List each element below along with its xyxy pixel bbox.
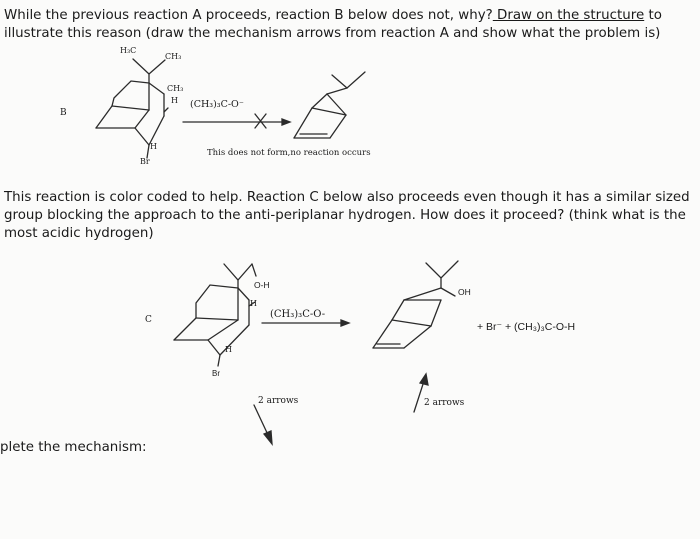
draw-on-structure-text: Draw on the structure <box>492 8 645 23</box>
reaction-b-label: B <box>60 108 67 118</box>
h-right-c-label: H <box>250 299 257 308</box>
reactant-b-structure <box>96 59 168 158</box>
ch3-right-label: CH₃ <box>167 84 184 93</box>
h-right-label: H <box>171 96 178 105</box>
reagent-b: (CH₃)₃C-O⁻ <box>190 99 244 110</box>
product-c-structure <box>373 261 458 348</box>
h3c-label: H₃C <box>120 46 137 55</box>
h-bottom-c-label: H <box>225 345 232 354</box>
oh-product-label: OH <box>458 287 471 297</box>
product-b-structure <box>294 72 365 138</box>
oh-reactant-label: O-H <box>254 280 270 290</box>
question2-line3: most acidic hydrogen) <box>4 226 154 241</box>
ch3-top-label: CH₃ <box>165 52 182 61</box>
reagent-c: (CH₃)₃C-O- <box>270 309 326 320</box>
question2-line2: group blocking the approach to the anti-periplanar hydrogen. How does it proceed? (think what is the <box>4 208 686 223</box>
reactant-c-structure <box>174 264 256 366</box>
two-arrows-right: 2 arrows <box>424 398 465 408</box>
br-label: Br <box>140 157 150 166</box>
byproducts: + Br⁻ + (CH₃)₃C-O-H <box>477 321 576 333</box>
question1-line2: illustrate this reason (draw the mechanism arrows from reaction A and show what the problem is) <box>4 26 661 41</box>
two-arrows-left: 2 arrows <box>258 396 299 406</box>
question1-line1: While the previous reaction A proceeds, reaction B below does not, why? Draw on the structure to <box>4 8 662 23</box>
question2-line1: This reaction is color coded to help. Reaction C below also proceeds even though it has a similar sized <box>4 190 690 205</box>
no-reaction-note: This does not form,no reaction occurs <box>207 148 371 158</box>
reaction-c-label: C <box>145 315 152 325</box>
h-bottom-label: H <box>150 142 157 151</box>
complete-mechanism-prompt: plete the mechanism: <box>0 440 147 455</box>
br-c-label: Br <box>212 369 220 378</box>
